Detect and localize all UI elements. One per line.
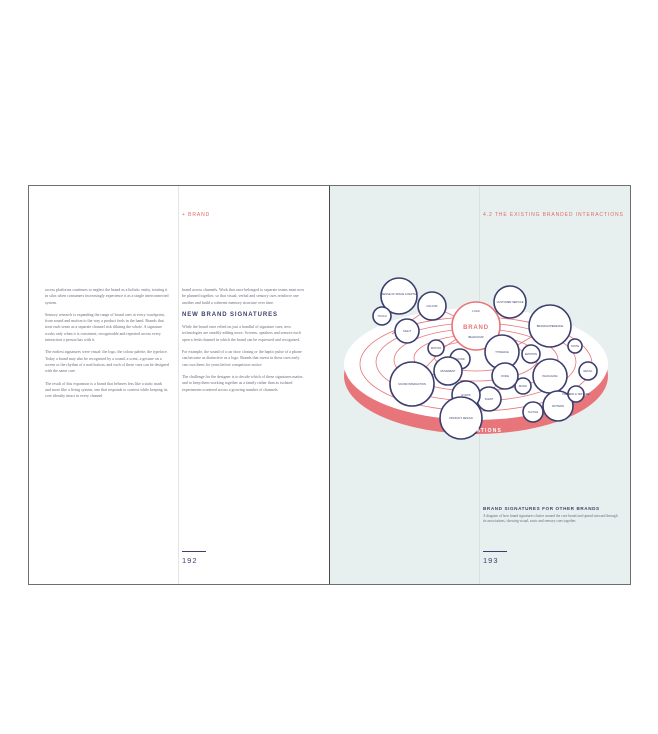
node-label-behaviour: BEHAVIOUR (468, 336, 484, 339)
node-label-scent: SCENT (484, 398, 494, 401)
paragraph: While the brand once relied on just a handful of signature cues, new technologies are steadily adding more. Screens, speakers and sensors each open a fresh channel in which the brand can be expressed and recognised. (182, 324, 301, 342)
node-label-product-design: PRODUCT DESIGN (449, 417, 473, 420)
book-spread (28, 185, 631, 585)
node-label-emotion: EMOTION (524, 353, 538, 356)
caption-title: BRAND SIGNATURES FOR OTHER BRANDS (483, 506, 600, 511)
node-label-logo: LOGO (472, 310, 480, 313)
paragraph: across platforms continues to neglect the brand as a holistic entity, treating it in silos when consumers increasingly experience it as a single interconnected system. (45, 287, 169, 305)
node-label-taste: TASTE (570, 345, 580, 348)
column-divider (178, 186, 179, 584)
folio-rule (483, 551, 507, 552)
node-label-colour: COLOUR (426, 305, 438, 308)
node-label-retail: RETAIL (583, 370, 593, 373)
left-column-2 (182, 287, 306, 399)
node-label-music: MUSIC (518, 385, 528, 388)
paragraph: The result of this expansion is a brand that behaves less like a static mark and more like a living system, one that responds to context while keeping its core identity intact in every channel. (45, 380, 168, 399)
platform-label: ASSOCIATIONS (449, 428, 503, 434)
node-label-movement: MOVEMENT (440, 370, 456, 373)
paragraph: The earliest signatures were visual: the logo, the colour palette, the typeface. Today a brand may also be recognised by a sound, a scent, a gesture on a screen or the rhythm of a notification, and each of these cues can be designed with the same care. (45, 349, 169, 374)
node-label-pattern-texture: PATTERN & TEXTURE (562, 393, 590, 396)
node-label-customer-service: CUSTOMER SERVICE (496, 301, 524, 304)
section-heading: NEW BRAND SIGNATURES (182, 311, 278, 318)
left-column-1 (45, 287, 169, 405)
folio-rule (182, 551, 206, 552)
left-page (29, 186, 329, 584)
node-label-motion: MOTION (430, 347, 442, 350)
right-running-head: 4.2 THE EXISTING BRANDED INTERACTIONS (483, 212, 624, 218)
paragraph: For example, the sound of a car door closing or the haptic pulse of a phone can become as distinctive as a logo. Brands that invest in these cues early can own them for years before competitors notice. (182, 349, 302, 367)
brand-signature-diagram (330, 186, 630, 456)
right-page (330, 186, 630, 584)
node-label-ethos: ETHOS (461, 394, 471, 397)
node-label-sound: SOUND (455, 358, 465, 361)
node-label-voice: VOICE (500, 375, 510, 378)
left-page-number: 192 (182, 556, 198, 565)
caption-body: A diagram of how brand signatures cluster around the core brand and spread outward through its associations, showing visual, sonic and sensory cues together. (483, 514, 618, 524)
node-label-touch: TOUCH (377, 315, 387, 318)
node-label-brand: BRAND (463, 325, 489, 331)
node-label-sense-of-space: SENSE OF SPACE & DEPTH (381, 293, 417, 296)
node-label-brand-experience: BRAND EXPERIENCE (536, 325, 564, 328)
node-label-typeface: TYPEFACE (495, 351, 509, 354)
node-label-tactile: TACTILE (527, 411, 539, 414)
left-running-head: + BRAND (182, 212, 211, 218)
node-label-pattern: PATTERN (552, 405, 564, 408)
node-label-sight: SIGHT (403, 330, 411, 333)
paragraph: brand across channels. Work that once belonged to separate teams must now be planned together, so that visual, verbal and sensory cues reinforce one another and build a coherent memory structure over time. (182, 287, 305, 305)
node-label-sound-interaction: SOUND INTERACTION (398, 383, 426, 386)
node-label-packaging: PACKAGING (542, 375, 558, 378)
paragraph: The challenge for the designer is to decide which of these signatures matter, and to keep them working together as a family rather than as isolated experiments scattered across a growing number of channels. (182, 373, 304, 392)
right-page-number: 193 (483, 556, 499, 565)
paragraph: Sensory research is expanding the range of brand cues at every touchpoint, from sound and motion to the way a product feels in the hand. Brands that treat each sense as a separate channel risk diluting the whole. A signature works only when it is consistent, recognisable and repeated across every interaction a person has with it. (45, 311, 165, 343)
